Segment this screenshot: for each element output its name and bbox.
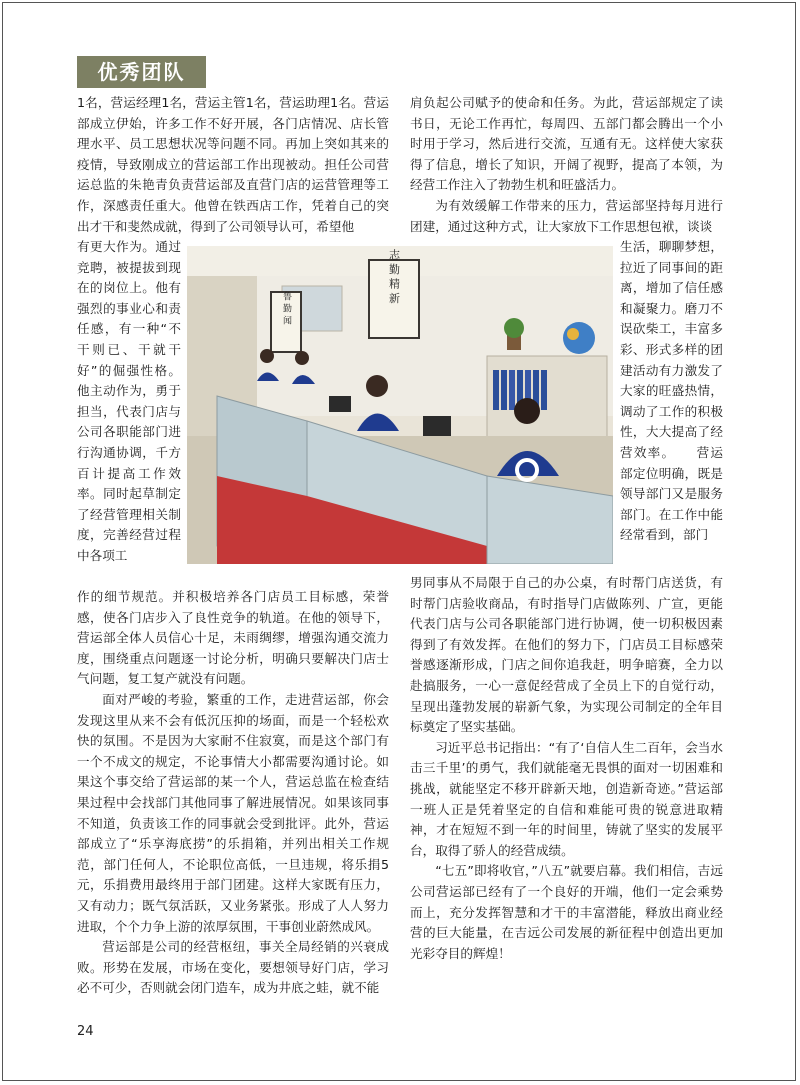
paragraph: “七五”即将收官，”八五”就要启幕。我们相信，吉远公司营运部已经有了一个良好的开端，他们一定会乘势而上，充分发挥智慧和才干的丰富潜能，释放出商业经营的巨大能量，在吉远公司发展的新征程中创造出更加光彩夺目的辉煌！	[410, 863, 723, 961]
paragraph: 肩负起公司赋予的使命和任务。为此，营运部规定了读书日，无论工作再忙，每周四、五部门都会腾出一个小时用于学习，然后进行交流，互通有无。这样使大家获得了信息，增长了知识，开阔了视野，提高了本领，为经营工作注入了勃勃生机和旺盛活力。	[410, 95, 723, 193]
right-column-wrap-text	[620, 237, 723, 546]
paragraph: 作的细节规范。并积极培养各门店员工目标感，荣誉感，使各门店步入了良性竞争的轨道。在他的领导下，营运部全体人员信心十足，未雨绸缪，增强沟通交流力度，围绕重点问题逐一讨论分析，明确只要解决门店士气问题，复工复产就没有问题。	[77, 589, 389, 687]
calligraphy-frame-right	[369, 247, 419, 338]
paragraph: 有更大作为。通过竞聘，被提拔到现在的岗位上。他有强烈的事业心和责任感，有一种“不干则已、干就干好”的倔强性格。他主动作为，勇于担当，代表门店与公司各职能部门进行沟通协调，千方百计提高工作效率。同时起草制定了经营管理相关制度，完善经营过程中各项工	[77, 239, 181, 563]
left-column-bottom	[77, 587, 389, 999]
paragraph: 为有效缓解工作带来的压力，营运部坚持每月进行团建，通过这种方式，让大家放下工作思想包袱，谈谈	[410, 197, 723, 234]
paragraph: 面对严峻的考验，繁重的工作，走进营运部，你会发现这里从来不会有低沉压抑的场面，而是一个轻松欢快的氛围。不是因为大家耐不住寂寞，而是这个部门有一个不成文的规定，不论事情大小都需要沟通讨论。如果这个事交给了营运部的某一个人，营运总监在检查结果过程中会找部门其他同事了解进展情况。如果该同事不知道，负责该工作的同事就会受到批评。此外，营运部成立了“乐享海底捞”的乐捐箱，并列出相关工作规范，部门任何人，不论职位高低，一旦违规，将乐捐5元，乐捐费用最终用于部门团建。这样大家既有压力，又有动力；既气氛活跃，又业务紧张。形成了人人努力进取，个个力争上游的浓厚氛围，干事创业蔚然成风。	[77, 691, 389, 934]
svg-text:鲁 勤 闻: 鲁 勤 闻	[281, 291, 291, 325]
right-column-top	[410, 93, 723, 237]
calligraphy-frame-left	[271, 291, 301, 352]
paragraph: 男同事从不局限于自己的办公桌，有时帮门店送货，有时帮门店验收商品，有时指导门店做陈列、广宣，更能代表门店与公司各职能部门进行协调，使一切积极因素得到了有效发挥。在他们的努力下，门店员工目标感荣誉感逐渐形成，门店之间你追我赶，明争暗赛，全力以赴搞服务，一心一意促经营成了全员上下的自觉行动，呈现出蓬勃发展的崭新气象，为实现公司制定的全年目标奠定了坚实基础。	[410, 575, 723, 735]
page-number: 24	[77, 1024, 94, 1039]
left-column-wrap-text	[77, 237, 181, 567]
right-column-bottom	[410, 573, 723, 964]
paragraph: 生活，聊聊梦想，拉近了同事间的距离，增加了信任感和凝聚力。磨刀不误砍柴工，丰富多彩、形式多样的团建活动有力激发了大家的旺盛热情，调动了工作的积极性，大大提高了经营效率。 营运部定位明确，既是领导部门又是服务部门。在工作中能经常看到，部门	[620, 239, 723, 543]
left-column-top	[77, 93, 389, 237]
office-photo	[187, 246, 613, 564]
paragraph: 营运部是公司的经营枢纽，事关全局经销的兴衰成败。形势在发展，市场在变化，要想领导好门店，学习必不可少，否则就会闭门造车，成为井底之蛙，就不能	[77, 939, 389, 996]
svg-text:志 勤 精 新: 志 勤 精 新	[387, 248, 401, 304]
paragraph: 习近平总书记指出：“有了‘自信人生二百年，会当水击三千里’的勇气，我们就能毫无畏惧的面对一切困难和挑战，就能坚定不移开辟新天地，创造新奇迹。”营运部一班人正是凭着坚定的自信和难能可贵的锐意进取精神，才在短短不到一年的时间里，铸就了坚实的发展平台，取得了骄人的经营成绩。	[410, 739, 723, 858]
paragraph: 1名，营运经理1名，营运主管1名，营运助理1名。营运部成立伊始，许多工作不好开展，各门店情况、店长管理水平、员工思想状况等问题不同。再加上突如其来的疫情，导致刚成立的营运部工作出现被动。担任公司营运总监的朱艳青负责营运部及直营门店的运营管理等工作，深感责任重大。他曾在铁西店工作，凭着自己的突出才干和斐然成就，得到了公司领导认可，希望他	[77, 95, 389, 234]
section-title: 优秀团队	[77, 56, 206, 88]
